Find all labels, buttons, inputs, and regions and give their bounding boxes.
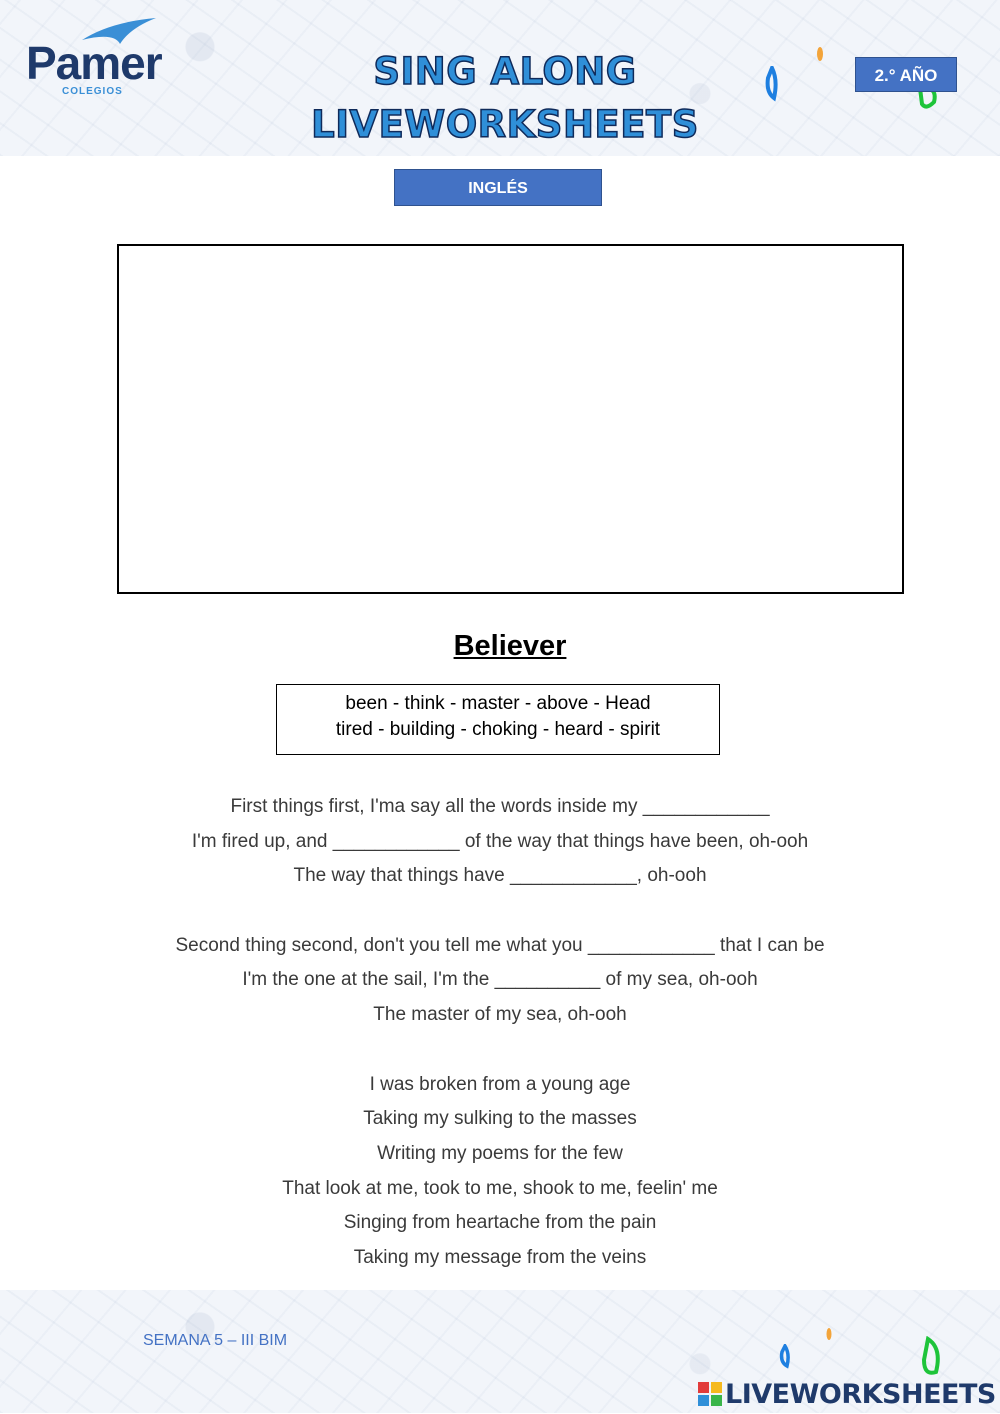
- lyric-line: The way that things have ____________, oh-ooh: [293, 865, 707, 887]
- lyric-line: Second thing second, don't you tell me what you ____________ that I can be: [175, 934, 825, 956]
- lyric-line: Writing my poems for the few: [377, 1142, 623, 1164]
- subject-badge: INGLÉS: [394, 169, 602, 206]
- lyric-line: First things first, I'ma say all the words inside my ____________: [230, 796, 770, 817]
- song-title: Believer: [453, 630, 567, 662]
- lyric-line: I'm fired up, and ____________ of the way that things have been, oh-ooh: [191, 830, 809, 852]
- page-title-line1: SING ALONG: [373, 50, 637, 93]
- logo-wordmark: Pamer: [26, 37, 162, 89]
- lyric-line: Singing from heartache from the pain: [343, 1212, 657, 1234]
- lyric-line: Taking my message from the veins: [353, 1246, 647, 1268]
- lyric-line: [0, 1035, 1000, 1070]
- lyric-line: I was broken from a young age: [369, 1073, 631, 1095]
- logo-subtitle: COLEGIOS: [62, 86, 123, 97]
- lyric-line: Taking my sulking to the masses: [363, 1108, 637, 1130]
- word-bank: [276, 684, 720, 755]
- word-bank-line: tired - building - choking - heard - spirit: [335, 719, 661, 740]
- liveworksheets-logo-icon: [697, 1381, 723, 1407]
- liveworksheets-wordmark: LIVEWORKSHEETS: [725, 1378, 996, 1410]
- video-frame[interactable]: [117, 244, 904, 594]
- lyric-line: [0, 896, 1000, 931]
- decorative-blue-shape-icon: [764, 66, 780, 102]
- decorative-orange-dot-icon: [815, 44, 825, 64]
- word-bank-line: been - think - master - above - Head: [345, 693, 651, 714]
- lyric-line: That look at me, took to me, shook to me, feelin' me: [282, 1177, 718, 1199]
- lyric-line: I'm the one at the sail, I'm the __________ of my sea, oh-ooh: [242, 969, 758, 991]
- decorative-blue-shape-icon: [778, 1344, 792, 1370]
- pamer-logo: [26, 18, 176, 100]
- decorative-orange-dot-icon: [825, 1326, 833, 1342]
- lyrics: [0, 792, 1000, 1278]
- lyric-line: The master of my sea, oh-ooh: [373, 1004, 627, 1026]
- liveworksheets-brand: [697, 1374, 996, 1414]
- grade-badge: 2.° AÑO: [855, 57, 957, 92]
- page-title-line2: LIVEWORKSHEETS: [311, 103, 699, 146]
- footer-week-label: SEMANA 5 – III BIM: [143, 1332, 288, 1349]
